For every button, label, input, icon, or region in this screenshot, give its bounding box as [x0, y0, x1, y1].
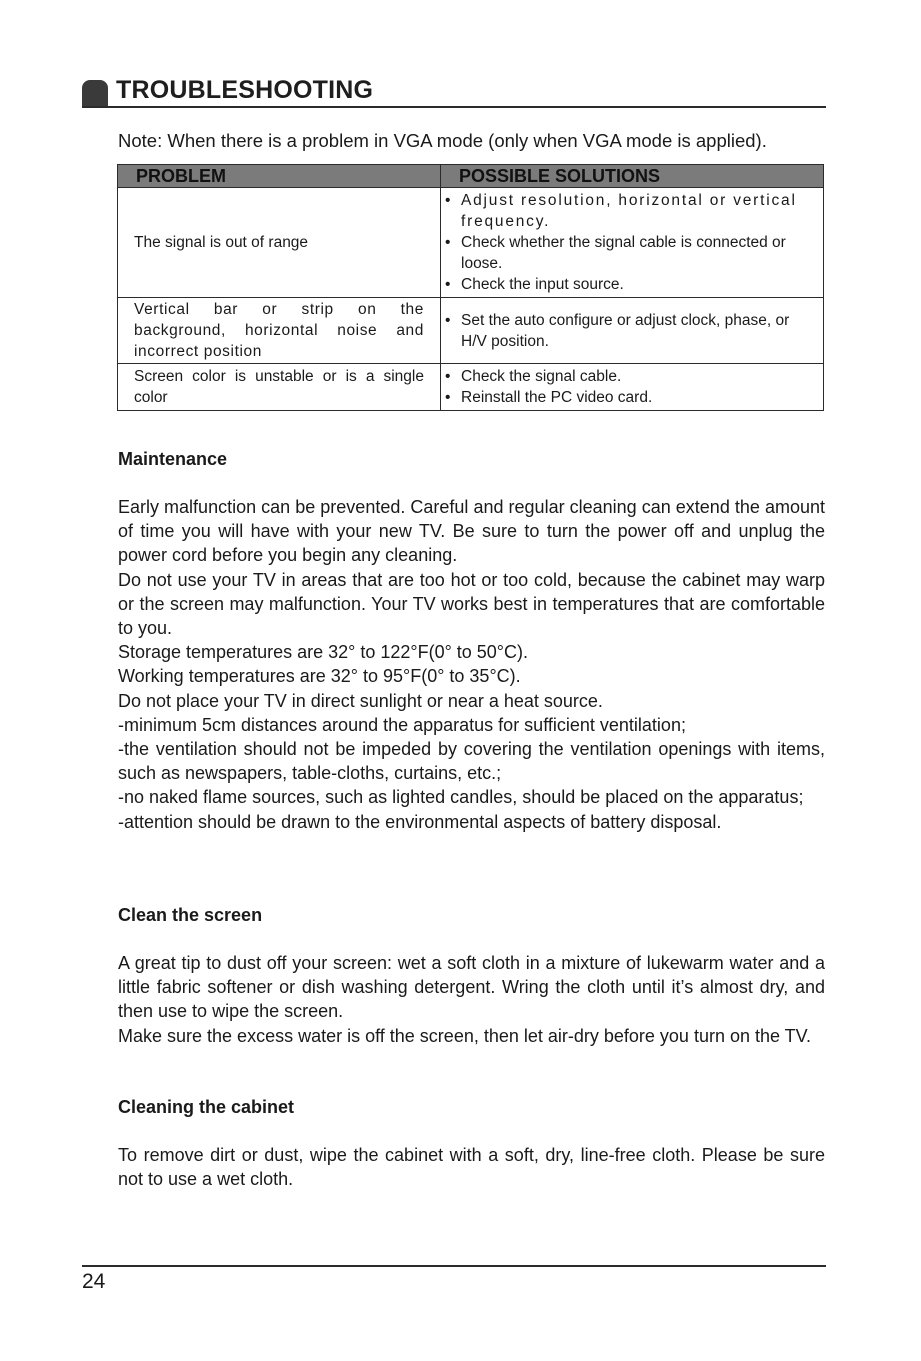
problem-cell: Vertical bar or strip on the background, horizontal noise and incorrect position: [118, 298, 441, 364]
paragraph: -minimum 5cm distances around the apparatus for sufficient ventilation;: [118, 714, 686, 735]
page-title: TROUBLESHOOTING: [116, 76, 374, 104]
paragraph: Early malfunction can be prevented. Careful and regular cleaning can extend the amount of time you will have with your new TV. Be sure to turn the power off and unplug the power cord before you begin any cleaning.: [118, 497, 825, 566]
footer-divider: [82, 1265, 826, 1267]
problem-cell: Screen color is unstable or is a single color: [118, 364, 441, 411]
paragraph: Do not place your TV in direct sunlight or near a heat source.: [118, 690, 603, 711]
column-header-problem: PROBLEM: [118, 165, 441, 188]
problem-cell: The signal is out of range: [118, 188, 441, 298]
solutions-cell: [441, 188, 824, 298]
page-number: 24: [82, 1270, 106, 1293]
vga-note: Note: When there is a problem in VGA mode (only when VGA mode is applied).: [118, 130, 767, 151]
solutions-cell: [441, 364, 824, 411]
paragraph: To remove dirt or dust, wipe the cabinet with a soft, dry, line-free cloth. Please be sure not to use a wet cloth.: [118, 1145, 825, 1190]
page-header: [82, 74, 826, 108]
table-row: [118, 298, 824, 364]
clean-screen-text: [118, 951, 825, 1048]
table-row: [118, 364, 824, 411]
paragraph: Do not use your TV in areas that are too hot or too cold, because the cabinet may warp or the screen may malfunction. Your TV works best in temperatures that are comfortable to you.: [118, 569, 825, 639]
solution-item: • Set the auto configure or adjust clock, phase, or H/V position.: [441, 310, 819, 352]
paragraph: -no naked flame sources, such as lighted candles, should be placed on the apparatus;: [118, 787, 804, 808]
solution-item: • Reinstall the PC video card.: [441, 387, 819, 408]
maintenance-heading: Maintenance: [118, 449, 228, 469]
clean-cabinet-text: [118, 1143, 825, 1191]
paragraph: -attention should be drawn to the environmental aspects of battery disposal.: [118, 811, 722, 832]
clean-screen-heading: Clean the screen: [118, 905, 263, 925]
paragraph: -the ventilation should not be impeded by covering the ventilation openings with items, such as newspapers, table-cloths, curtains, etc.;: [118, 739, 825, 784]
solutions-cell: [441, 298, 824, 364]
section-tab-icon: [82, 80, 108, 106]
table-row: [118, 188, 824, 298]
solution-item: • Check the signal cable.: [441, 366, 819, 387]
paragraph: Make sure the excess water is off the screen, then let air-dry before you turn on the TV.: [118, 1025, 812, 1046]
paragraph: Working temperatures are 32° to 95°F(0° to 35°C).: [118, 666, 521, 687]
solution-item: • Adjust resolution, horizontal or vertical frequency.: [441, 190, 819, 232]
solution-item: • Check the input source.: [441, 274, 819, 295]
clean-cabinet-heading: Cleaning the cabinet: [118, 1097, 295, 1117]
paragraph: Storage temperatures are 32° to 122°F(0° to 50°C).: [118, 642, 529, 663]
paragraph: A great tip to dust off your screen: wet a soft cloth in a mixture of lukewarm water and a little fabric softener or dish washing detergent. Wring the cloth until it’s almost dry, and then use to wipe the screen.: [118, 953, 825, 1022]
troubleshooting-table: [117, 164, 824, 411]
table-header-row: [118, 165, 824, 188]
column-header-solutions: POSSIBLE SOLUTIONS: [441, 165, 824, 188]
maintenance-text: [118, 495, 825, 834]
solution-item: • Check whether the signal cable is connected or loose.: [441, 232, 819, 274]
